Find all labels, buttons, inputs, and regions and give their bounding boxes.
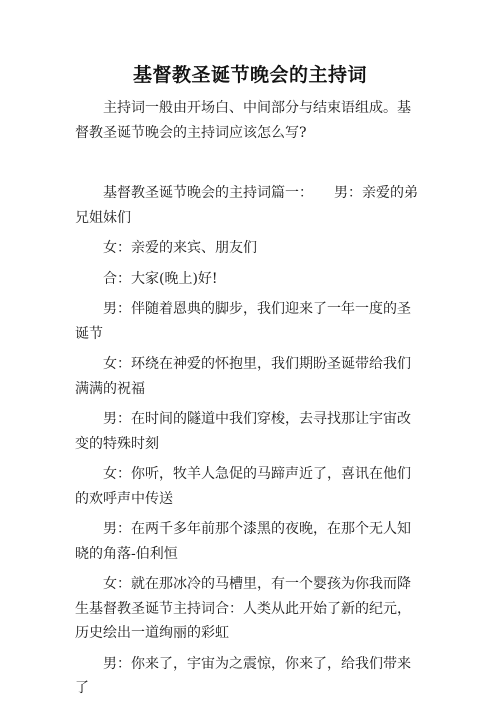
script-paragraph: 男：在时间的隧道中我们穿梭，去寻找那让宇宙改变的特殊时刻 [75,411,411,452]
document-title: 基督教圣诞节晚会的主持词 [132,64,367,86]
intro-paragraph: 主持词一般由开场白、中间部分与结束语组成。基督教圣诞节晚会的主持词应该怎么写? [75,100,411,141]
script-paragraph: 女：你听，牧羊人急促的马蹄声近了，喜讯在他们的欢呼声中传送 [75,466,411,507]
script-paragraph: 女：就在那冰冷的马槽里，有一个婴孩为你我而降生基督教圣诞节主持词合：人类从此开始了新的纪元，历史绘出一道绚丽的彩虹 [75,576,411,641]
document-body [75,96,420,707]
script-paragraph: 女：环绕在神爱的怀抱里，我们期盼圣诞带给我们满满的祝福 [75,356,411,397]
script-paragraph: 女：亲爱的来宾、朋友们 [103,240,257,256]
script-paragraph: 男：你来了，宇宙为之震惊，你来了，给我们带来了 [75,655,411,696]
script-paragraph: 基督教圣诞节晚会的主持词篇一： 男：亲爱的弟兄姐妹们 [75,185,418,226]
script-paragraph: 男：伴随着恩典的脚步，我们迎来了一年一度的圣诞节 [75,301,411,342]
script-paragraph: 男：在两千多年前那个漆黑的夜晚，在那个无人知晓的角落-伯利恒 [75,521,411,562]
script-paragraph: 合：大家(晚上)好! [103,270,218,287]
